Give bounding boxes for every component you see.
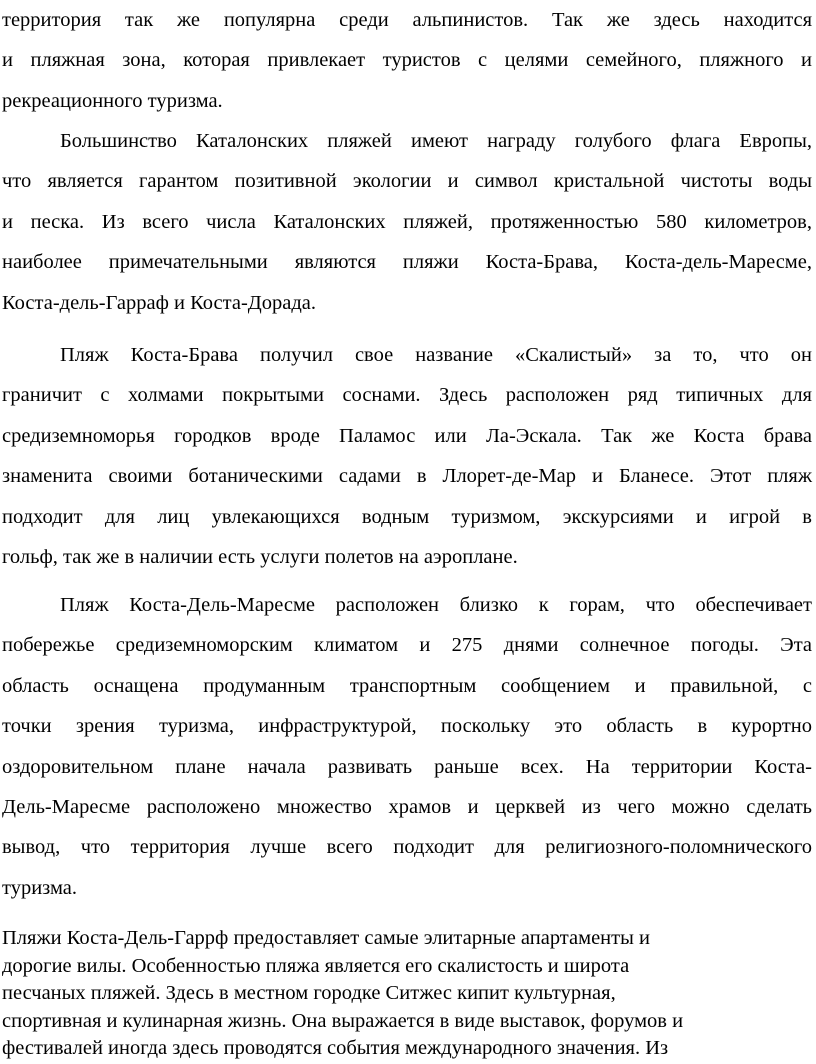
paragraph-line: Пляжи Коста-Дель-Гаррф предоставляет самые элитарные апартаменты и [2,927,650,949]
paragraph-line: оздоровительном плане начала развивать раньше всех. На территории Коста- [2,755,812,778]
paragraph-line: Пляж Коста-Дель-Маресме расположен близко к горам, что обеспечивает [60,594,812,616]
paragraph-line: вывод, что территория лучше всего подходит для религиозного-поломнического [2,836,812,859]
paragraph-line: побережье средиземноморским климатом и 275 днями солнечное погоды. Эта [2,634,812,657]
paragraph-line: граничит с холмами покрытыми соснами. Здесь расположен ряд типичных для [2,384,812,407]
paragraph-line: территория так же популярна среди альпинистов. Так же здесь находится [2,9,812,31]
paragraph-line: песчаных пляжей. Здесь в местном городке Ситжес кипит культурная, [2,982,616,1005]
paragraph-line: Коста-дель-Гарраф и Коста-Дорада. [2,291,317,314]
paragraph-line: Большинство Каталонских пляжей имеют награду голубого флага Европы, [60,130,812,152]
paragraph-line: Дель-Маресме расположено множество храмов и церквей из чего можно сделать [2,795,812,818]
paragraph-line: подходит для лиц увлекающихся водным туризмом, экскурсиями и игрой в [2,505,812,528]
paragraph-2 [2,121,812,323]
paragraph-line: фестивалей иногда здесь проводятся события международного значения. Из [2,1037,669,1060]
paragraph-5 [2,925,812,1063]
paragraph-3 [2,335,812,577]
paragraph-line: Пляж Коста-Брава получил свое название «Скалистый» за то, что он [60,344,812,366]
paragraph-line: область оснащена продуманным транспортным сообщением и правильной, с [2,674,812,697]
paragraph-line: знаменита своими ботаническими садами в Ллорет-де-Мар и Бланесе. Этот пляж [2,465,812,488]
paragraph-line: рекреационного туризма. [2,89,223,112]
paragraph-line: средиземноморья городков вроде Паламос или Ла-Эскала. Так же Коста брава [2,424,812,447]
paragraph-line: дорогие вилы. Особенностью пляжа является его скалистость и широта [2,954,630,977]
paragraph-line: и пляжная зона, которая привлекает туристов с целями семейного, пляжного и [2,49,812,72]
paragraph-line: наиболее примечательными являются пляжи Коста-Брава, Коста-дель-Маресме, [2,251,812,274]
paragraph-4 [2,585,812,908]
paragraph-line: что является гарантом позитивной экологии и символ кристальной чистоты воды [2,170,812,193]
paragraph-line: спортивная и кулинарная жизнь. Она выражается в виде выставок, форумов и [2,1009,684,1032]
paragraph-line: и песка. Из всего числа Каталонских пляжей, протяженностью 580 километров, [2,210,812,233]
paragraph-1 [2,0,812,121]
paragraph-line: точки зрения туризма, инфраструктурой, поскольку это область в курортно [2,715,812,738]
paragraph-line: гольф, так же в наличии есть услуги полетов на аэроплане. [2,545,518,568]
paragraph-line: туризма. [2,876,78,899]
